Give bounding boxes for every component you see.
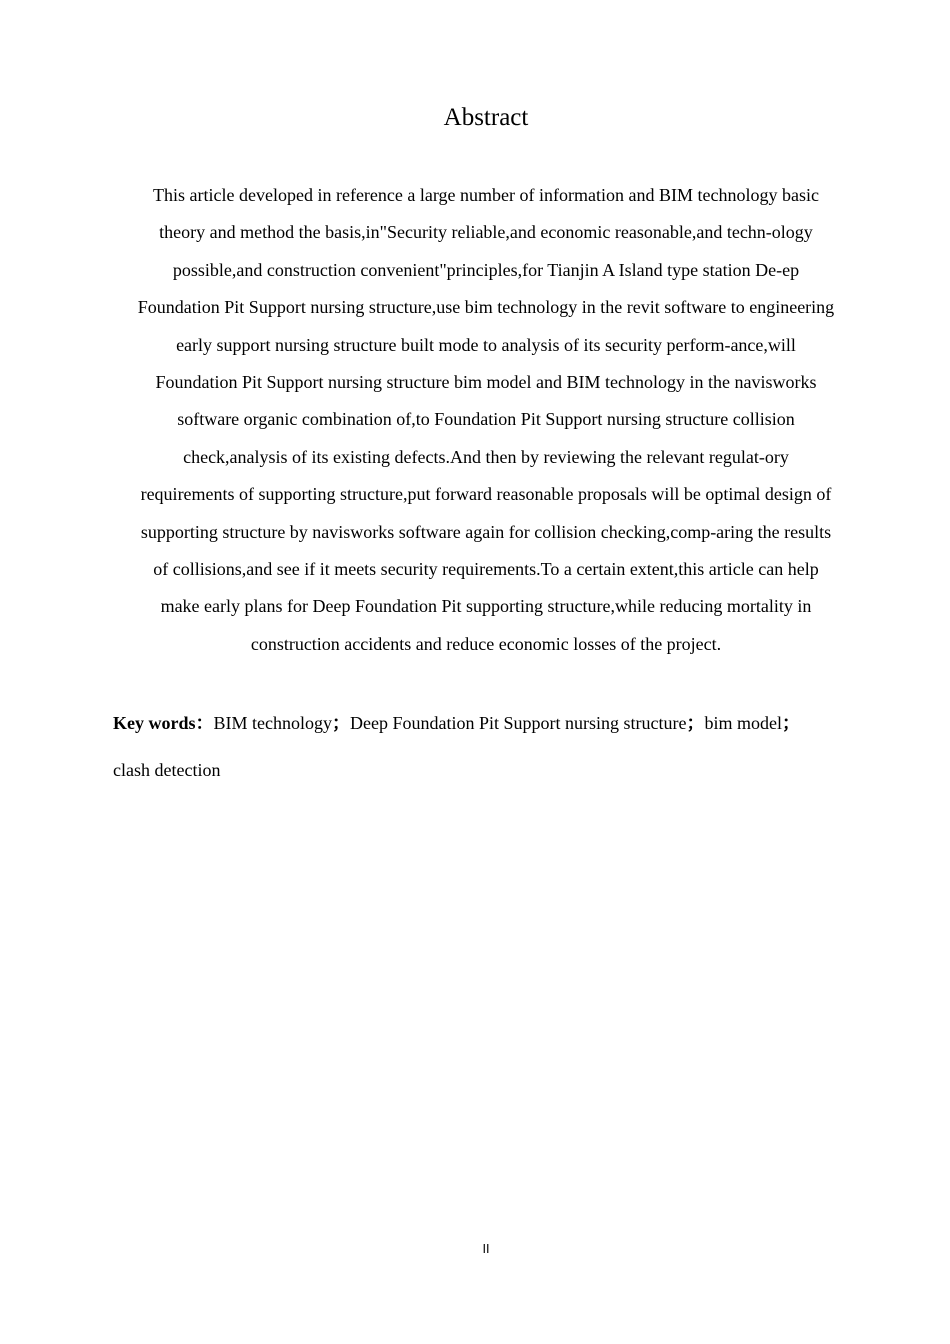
abstract-line: requirements of supporting structure,put forward reasonable proposals will be optimal design of xyxy=(140,484,832,505)
keywords-label: Key words xyxy=(113,713,196,733)
abstract-line: This article developed in reference a large number of information and BIM technology basic xyxy=(153,185,819,205)
abstract-line: software organic combination of,to Foundation Pit Support nursing structure collision xyxy=(177,409,795,430)
abstract-line: Foundation Pit Support nursing structure,use bim technology in the revit software to engineering xyxy=(137,297,835,318)
abstract-body xyxy=(110,177,862,663)
abstract-title: Abstract xyxy=(443,104,529,131)
abstract-line: possible,and construction convenient"principles,for Tianjin A Island type station De-ep xyxy=(172,259,800,280)
keywords-line-1 xyxy=(113,700,858,747)
page-number: II xyxy=(482,1242,490,1256)
keyword-item: Deep Foundation Pit Support nursing structure xyxy=(350,713,687,733)
abstract-line: check,analysis of its existing defects.And then by reviewing the relevant regulat-ory xyxy=(183,446,789,467)
keyword-item: clash detection xyxy=(113,760,221,780)
abstract-line: Foundation Pit Support nursing structure bim model and BIM technology in the navisworks xyxy=(155,372,817,393)
keyword-item: BIM technology xyxy=(213,713,332,733)
abstract-line: supporting structure by navisworks software again for collision checking,comp-aring the results xyxy=(140,521,832,542)
keyword-separator: ； xyxy=(686,713,705,733)
keyword-item: bim model xyxy=(704,713,782,733)
abstract-line: construction accidents and reduce economic losses of the project. xyxy=(250,633,722,654)
keywords-section xyxy=(113,700,858,794)
keyword-separator: ； xyxy=(781,713,800,733)
keyword-separator: ； xyxy=(332,713,350,733)
keywords-colon: ： xyxy=(195,713,214,733)
abstract-line: theory and method the basis,in"Security reliable,and economic reasonable,and techn-ology xyxy=(159,222,813,243)
abstract-line: make early plans for Deep Foundation Pit supporting structure,while reducing mortality in xyxy=(160,596,812,617)
abstract-line: early support nursing structure built mode to analysis of its security perform-ance,will xyxy=(176,334,796,355)
keywords-line-2 xyxy=(113,747,858,794)
abstract-line: of collisions,and see if it meets security requirements.To a certain extent,this article can help xyxy=(153,559,819,580)
